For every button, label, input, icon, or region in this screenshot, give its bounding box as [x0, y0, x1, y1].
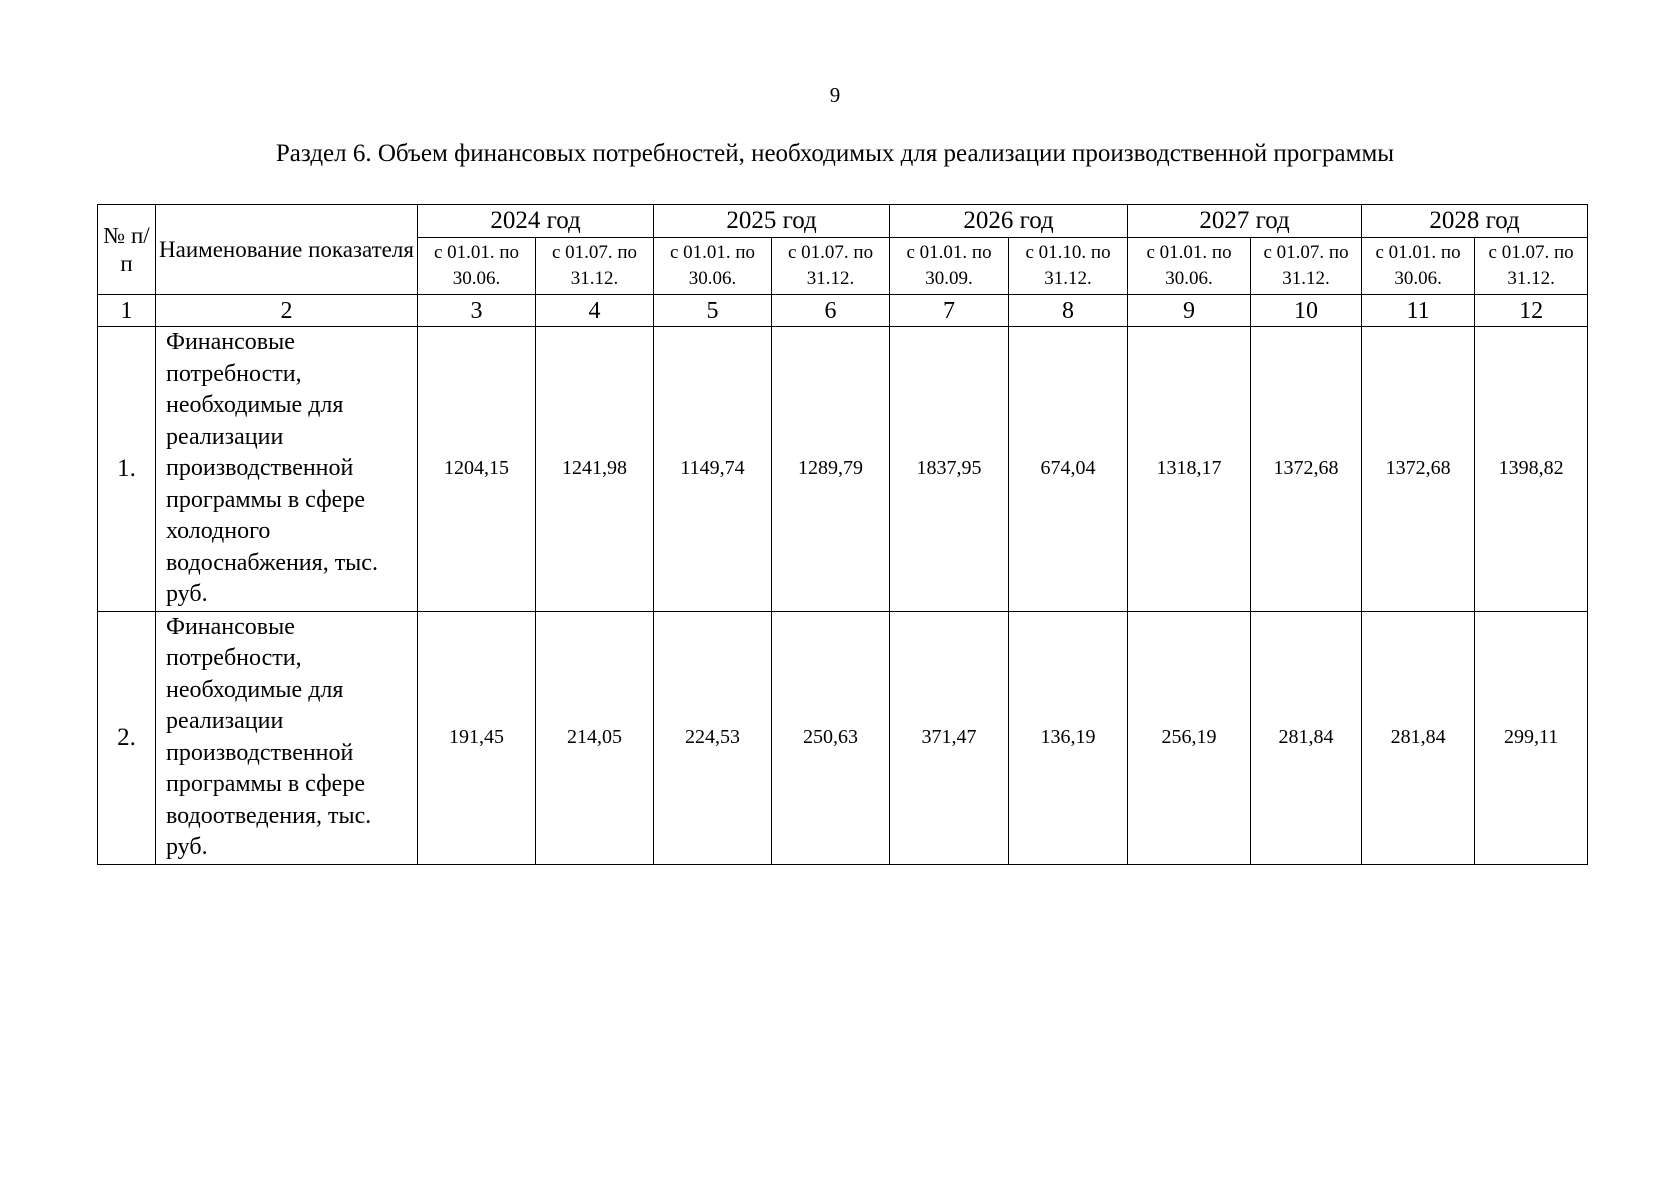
- row-number: 1.: [98, 327, 156, 612]
- column-index: 11: [1362, 295, 1475, 327]
- financial-needs-table: [97, 204, 1588, 865]
- value-cell: 281,84: [1362, 611, 1475, 864]
- column-index: 10: [1251, 295, 1362, 327]
- value-cell: 1204,15: [418, 327, 536, 612]
- value-cell: 250,63: [772, 611, 890, 864]
- value-cell: 1372,68: [1251, 327, 1362, 612]
- header-year-2028: 2028 год: [1362, 205, 1588, 238]
- value-cell: 371,47: [890, 611, 1009, 864]
- column-index: 6: [772, 295, 890, 327]
- value-cell: 674,04: [1009, 327, 1128, 612]
- header-period: с 01.07. по 31.12.: [772, 238, 890, 295]
- value-cell: 1837,95: [890, 327, 1009, 612]
- column-index: 1: [98, 295, 156, 327]
- value-cell: 1149,74: [654, 327, 772, 612]
- column-index: 4: [536, 295, 654, 327]
- value-cell: 1398,82: [1475, 327, 1588, 612]
- header-period: с 01.01. по 30.09.: [890, 238, 1009, 295]
- column-index: 5: [654, 295, 772, 327]
- value-cell: 256,19: [1128, 611, 1251, 864]
- page-number: 9: [829, 83, 841, 107]
- value-cell: 299,11: [1475, 611, 1588, 864]
- value-cell: 1372,68: [1362, 327, 1475, 612]
- header-name: Наименование показателя: [156, 205, 418, 295]
- header-year-2027: 2027 год: [1128, 205, 1362, 238]
- header-year-2025: 2025 год: [654, 205, 890, 238]
- column-index: 3: [418, 295, 536, 327]
- table-row: [98, 611, 1588, 864]
- column-index: 8: [1009, 295, 1128, 327]
- header-year-2026: 2026 год: [890, 205, 1128, 238]
- value-cell: 1289,79: [772, 327, 890, 612]
- value-cell: 1318,17: [1128, 327, 1251, 612]
- section-title: Раздел 6. Объем финансовых потребностей, необходимых для реализации производственной программы: [275, 140, 1395, 167]
- column-index: 7: [890, 295, 1009, 327]
- header-period: с 01.01. по 30.06.: [654, 238, 772, 295]
- header-period: с 01.10. по 31.12.: [1009, 238, 1128, 295]
- column-index: 2: [156, 295, 418, 327]
- value-cell: 191,45: [418, 611, 536, 864]
- header-period: с 01.01. по 30.06.: [1128, 238, 1251, 295]
- row-number: 2.: [98, 611, 156, 864]
- row-name: Финансовые потребности, необходимые для реализации производственной программы в сфере водоотведения, тыс. руб.: [156, 611, 418, 864]
- value-cell: 136,19: [1009, 611, 1128, 864]
- header-period: с 01.07. по 31.12.: [536, 238, 654, 295]
- header-period: с 01.07. по 31.12.: [1251, 238, 1362, 295]
- header-period: с 01.01. по 30.06.: [418, 238, 536, 295]
- table-row: [98, 327, 1588, 612]
- column-index: 12: [1475, 295, 1588, 327]
- header-period: с 01.01. по 30.06.: [1362, 238, 1475, 295]
- header-year-2024: 2024 год: [418, 205, 654, 238]
- header-number: № п/п: [98, 205, 156, 295]
- value-cell: 214,05: [536, 611, 654, 864]
- column-index-row: [98, 295, 1588, 327]
- value-cell: 224,53: [654, 611, 772, 864]
- value-cell: 281,84: [1251, 611, 1362, 864]
- row-name: Финансовые потребности, необходимые для реализации производственной программы в сфере холодного водоснабжения, тыс. руб.: [156, 327, 418, 612]
- value-cell: 1241,98: [536, 327, 654, 612]
- header-row-years: [98, 205, 1588, 238]
- column-index: 9: [1128, 295, 1251, 327]
- header-period: с 01.07. по 31.12.: [1475, 238, 1588, 295]
